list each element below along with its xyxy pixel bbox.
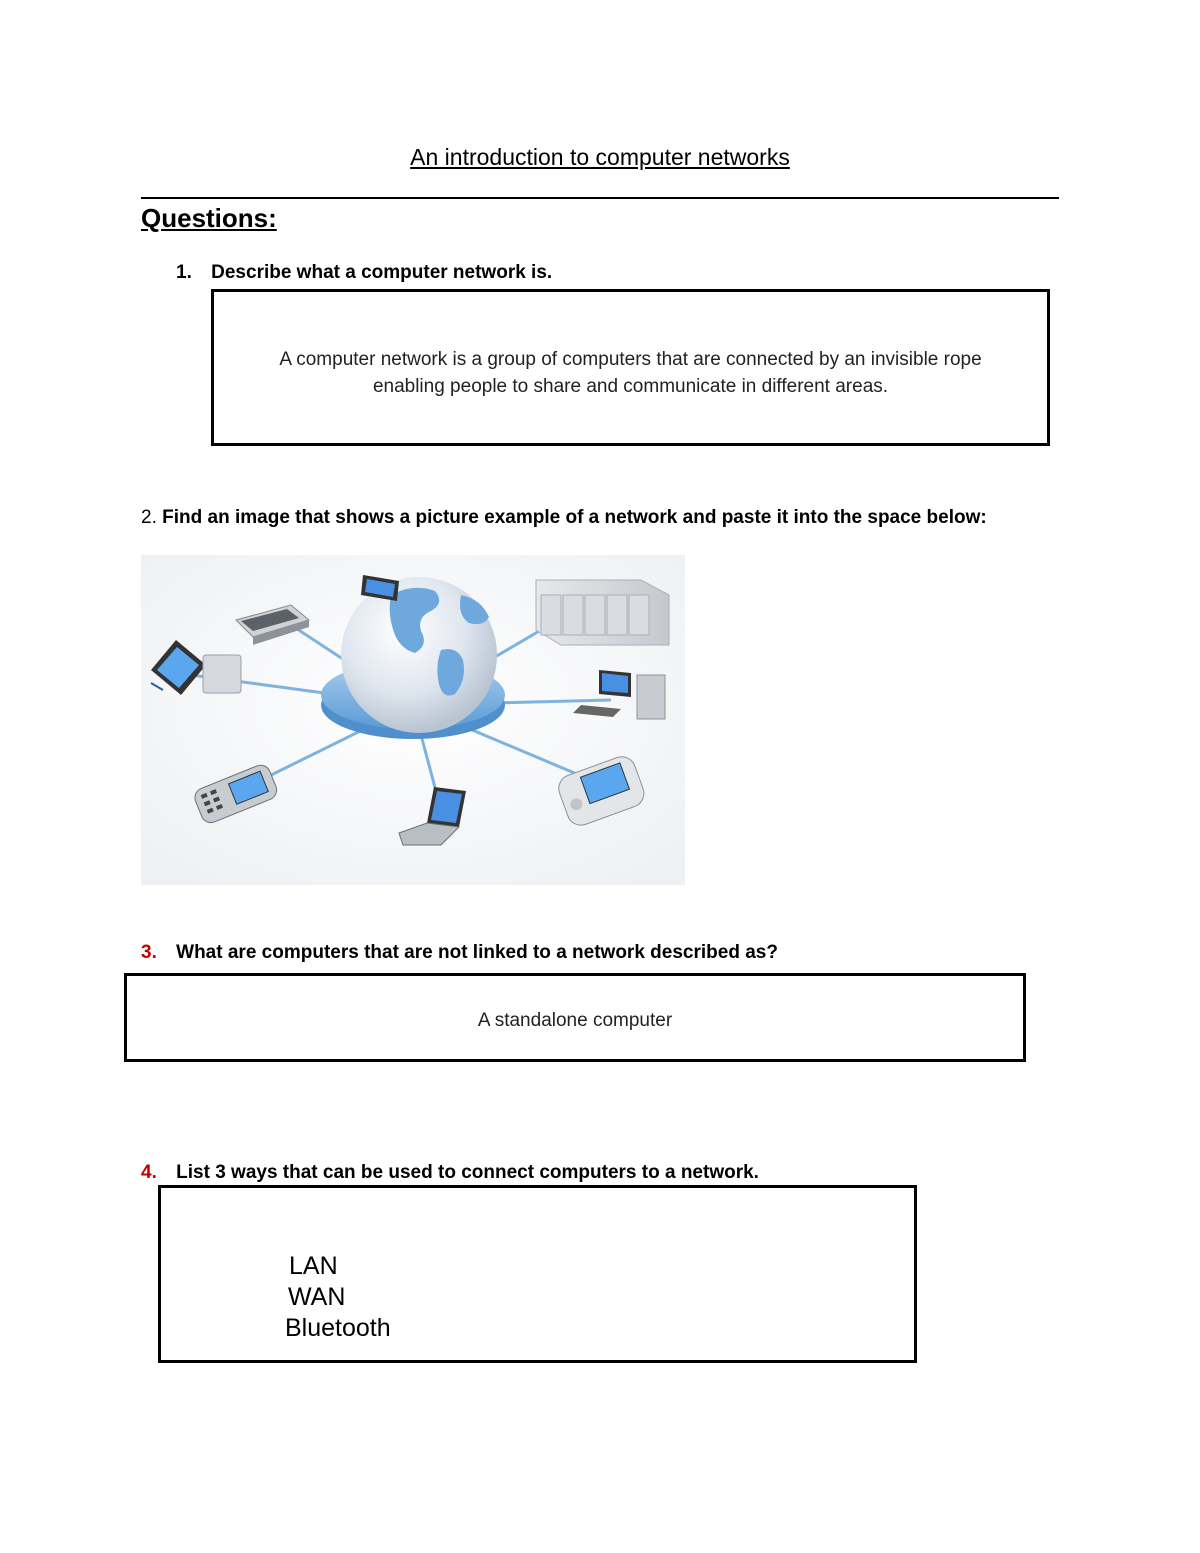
question-2-text: Find an image that shows a picture example of a network and paste it into the space below:	[162, 507, 987, 528]
answer-4-box[interactable]	[158, 1185, 917, 1363]
answer-4-item-2: WAN	[288, 1283, 346, 1311]
answer-1-box[interactable]	[211, 289, 1050, 446]
question-1-number: 1.	[176, 262, 192, 283]
answer-4-item-1: LAN	[289, 1252, 338, 1280]
answer-3-box[interactable]	[124, 973, 1026, 1062]
answer-1-line-1: A computer network is a group of computers that are connected by an invisible rope	[279, 349, 982, 370]
question-2-number: 2.	[141, 507, 157, 528]
question-1-text: Describe what a computer network is.	[211, 262, 553, 283]
document-title: An introduction to computer networks	[410, 144, 790, 170]
question-4	[141, 1162, 759, 1184]
answer-4-item-3: Bluetooth	[285, 1314, 391, 1342]
question-1	[176, 262, 552, 284]
question-3-text: What are computers that are not linked to a network described as?	[176, 942, 778, 963]
question-4-number: 4.	[141, 1162, 157, 1183]
question-3-number: 3.	[141, 942, 157, 963]
question-4-text-prefix: List	[176, 1162, 216, 1183]
question-4-text-emphasis: 3 ways	[215, 1162, 278, 1183]
network-illustration	[141, 555, 685, 885]
title-divider	[141, 197, 1059, 199]
question-2	[141, 507, 987, 529]
answer-3-text: A standalone computer	[477, 1010, 673, 1031]
question-3	[141, 942, 778, 964]
question-4-text-suffix: that can be used to connect computers to a network.	[277, 1162, 759, 1183]
questions-heading: Questions:	[141, 203, 277, 233]
answer-1-line-2: enabling people to share and communicate in different areas.	[372, 376, 889, 397]
